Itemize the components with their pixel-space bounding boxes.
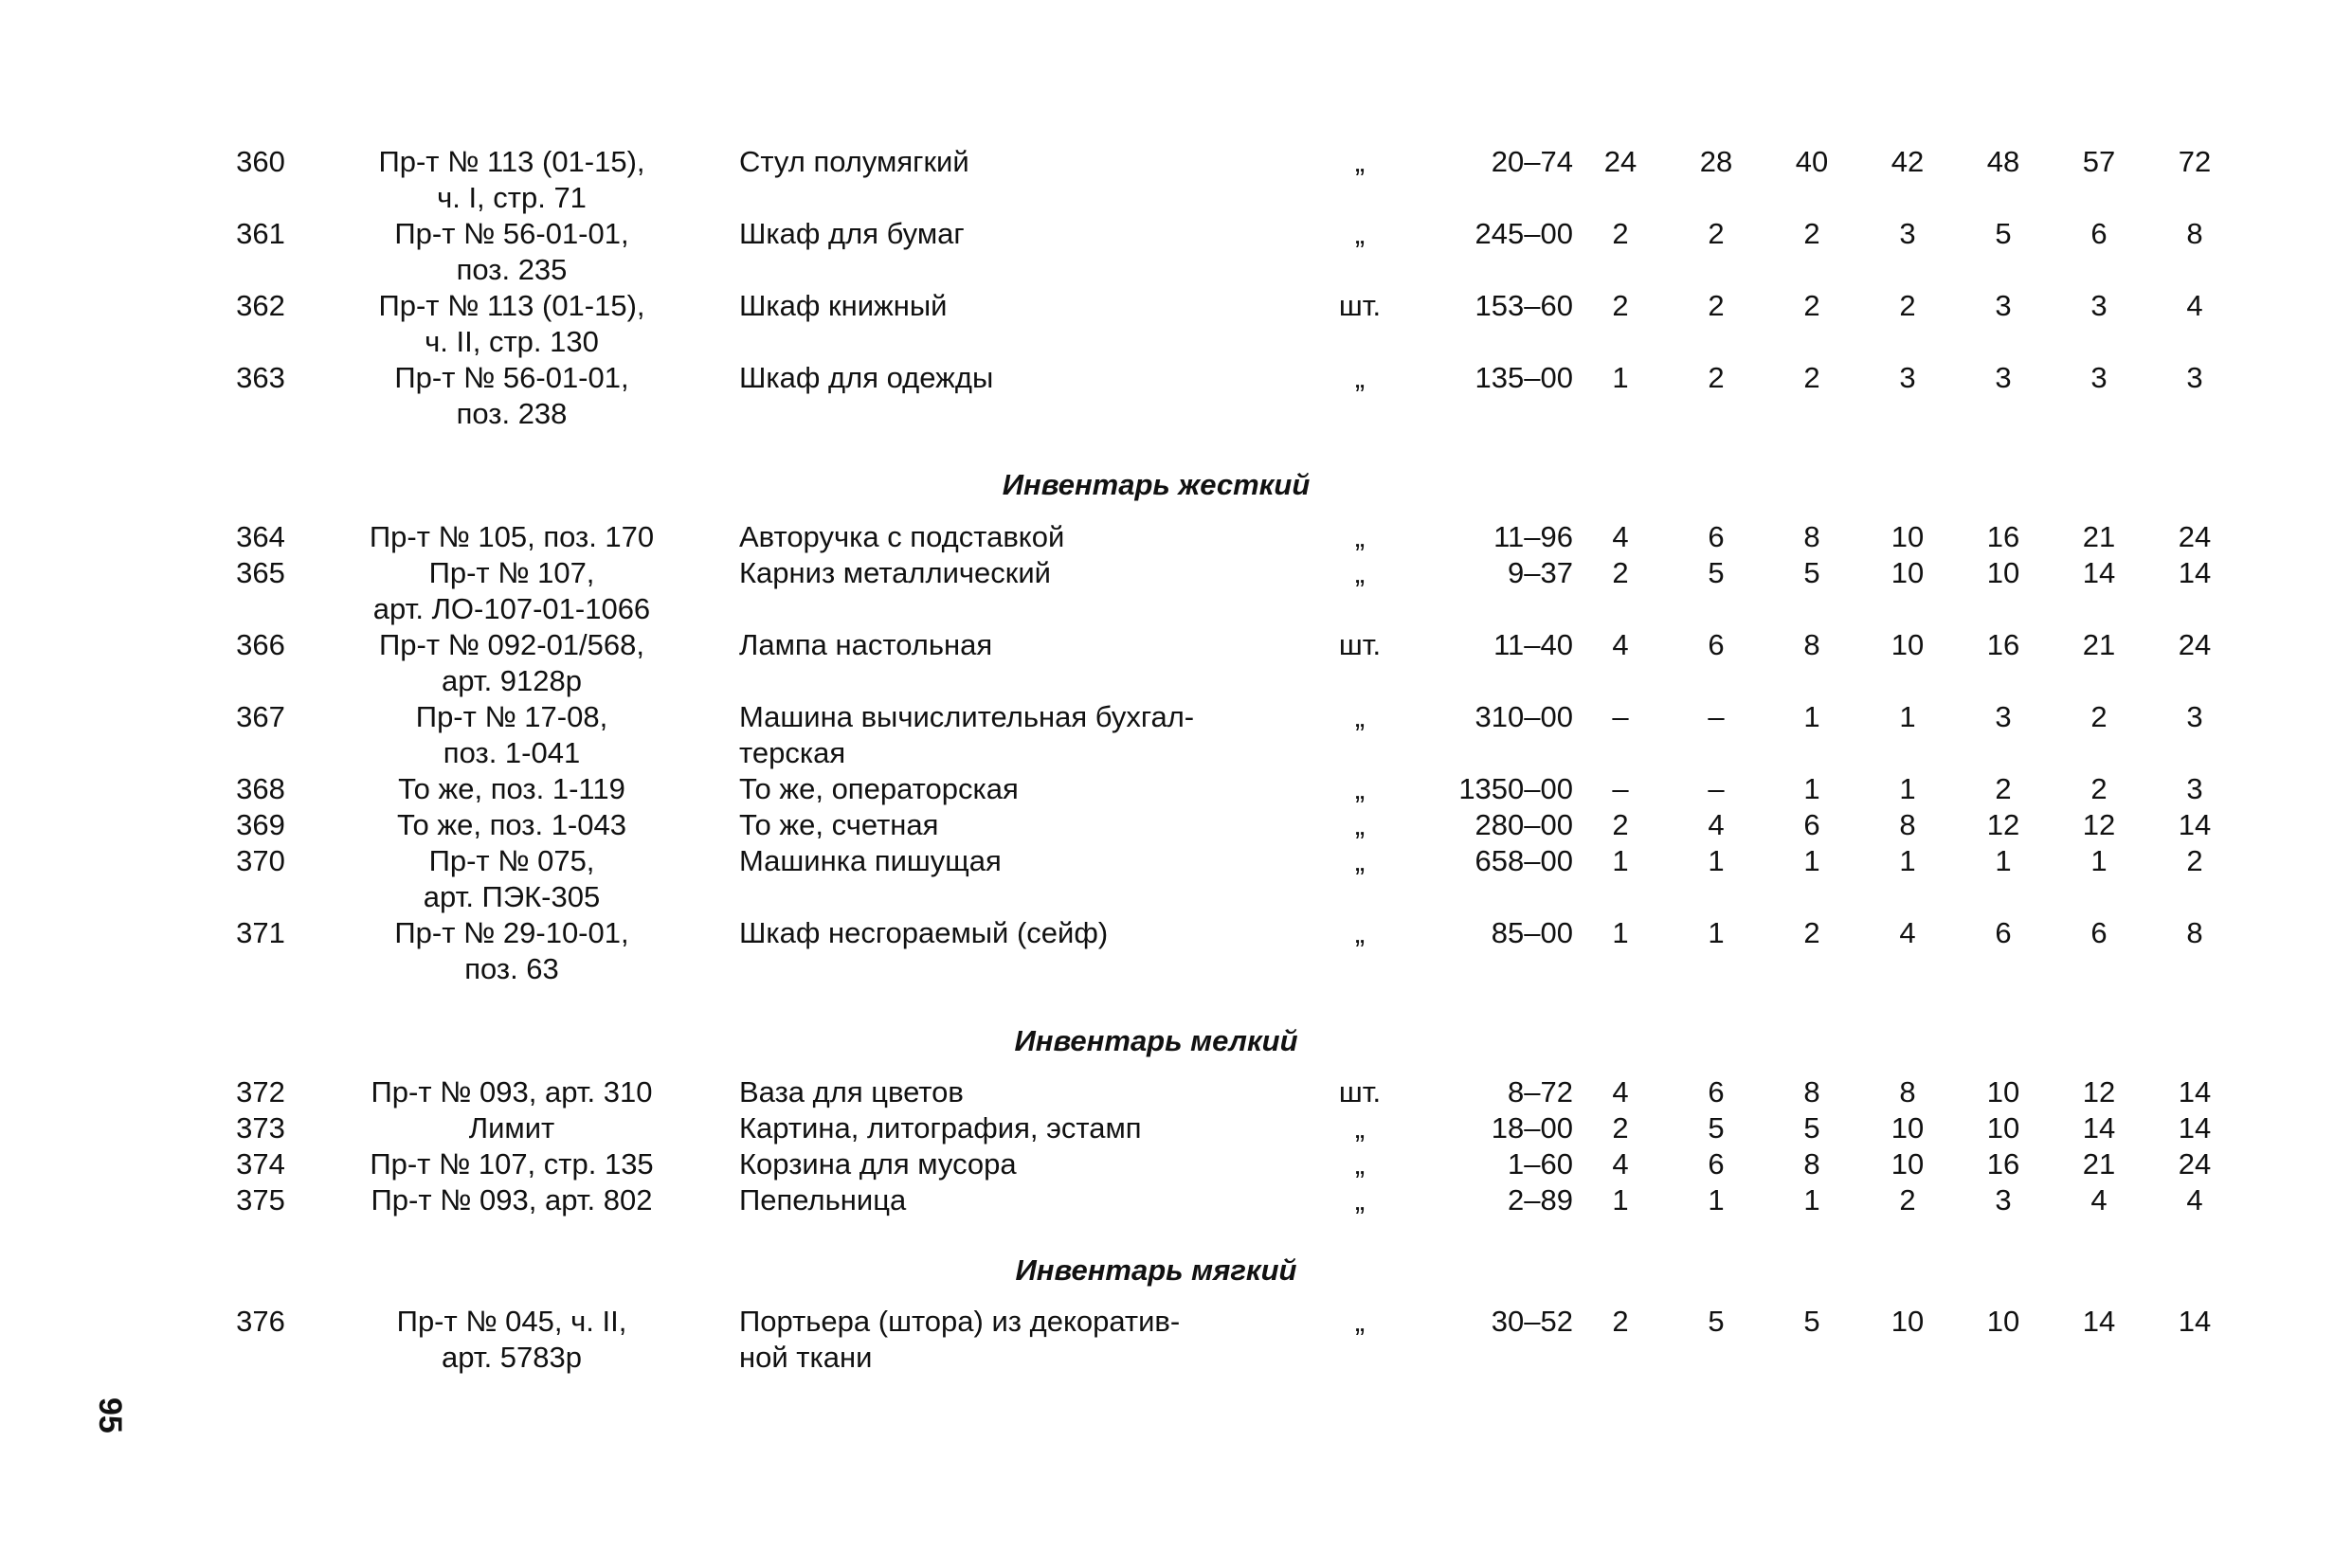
unit: „ [1354, 844, 1366, 877]
quantity-cell: 24 [1603, 145, 1637, 178]
reference [332, 360, 692, 432]
price: 153–60 [1475, 289, 1573, 322]
quantity-cell: 6 [1708, 1147, 1725, 1181]
quantity-cell: 21 [2082, 520, 2116, 553]
quantity-cell: 5 [1803, 556, 1820, 589]
row-number: 361 [236, 217, 285, 250]
quantity-cell: – [1708, 700, 1725, 733]
item-name: Ваза для цветов [739, 1075, 964, 1108]
reference [332, 216, 692, 288]
row-number: 371 [236, 916, 285, 949]
quantity-cell: 1 [1612, 1183, 1629, 1217]
quantity-cell: 4 [1612, 1147, 1629, 1181]
row-number: 370 [236, 844, 285, 877]
quantity-cell: 5 [1708, 556, 1725, 589]
section-heading-hard: Инвентарь жесткий [1002, 468, 1311, 501]
quantity-cell: 2 [1899, 1183, 1916, 1217]
quantity-cell: 3 [1995, 361, 2012, 394]
table-row [0, 699, 2352, 771]
unit: „ [1354, 700, 1366, 733]
price: 8–72 [1508, 1075, 1573, 1108]
table-row [0, 843, 2352, 915]
reference [332, 915, 692, 987]
quantity-cell: 12 [2082, 1075, 2116, 1108]
table-row [0, 1304, 2352, 1376]
quantity-cell: 3 [1995, 1183, 2012, 1217]
quantity-cell: 1 [1899, 772, 1916, 805]
price: 30–52 [1491, 1305, 1573, 1338]
reference-line: Пр-т № 107, [428, 556, 595, 589]
quantity-cell: 6 [1708, 1075, 1725, 1108]
item-name: Корзина для мусора [739, 1147, 1017, 1181]
unit: „ [1354, 1147, 1366, 1181]
item-name: Картина, литография, эстамп [739, 1111, 1142, 1144]
quantity-cell: 1 [1899, 700, 1916, 733]
table-row [0, 1182, 2352, 1254]
quantity-cell: 6 [1803, 808, 1820, 841]
quantity-cell: 48 [1986, 145, 2020, 178]
row-number: 369 [236, 808, 285, 841]
quantity-cell: 21 [2082, 1147, 2116, 1181]
quantity-cell: 2 [1612, 1111, 1629, 1144]
reference [332, 144, 692, 216]
reference-line: То же, поз. 1-043 [397, 808, 626, 841]
table-row [0, 144, 2352, 216]
quantity-cell: 12 [1986, 808, 2020, 841]
quantity-cell: 24 [2178, 628, 2212, 661]
price: 1350–00 [1458, 772, 1573, 805]
quantity-cell: 8 [1899, 808, 1916, 841]
reference-line: Пр-т № 29-10-01, [394, 916, 629, 949]
reference-line: арт. 9128р [442, 664, 582, 697]
reference-line: Пр-т № 107, стр. 135 [370, 1147, 654, 1181]
quantity-cell: 4 [1612, 520, 1629, 553]
reference [332, 771, 692, 807]
section-heading-small: Инвентарь мелкий [1014, 1024, 1298, 1057]
quantity-cell: 2 [1612, 289, 1629, 322]
quantity-cell: 14 [2082, 1111, 2116, 1144]
quantity-cell: 2 [1612, 217, 1629, 250]
unit: „ [1354, 1111, 1366, 1144]
section-heading-soft: Инвентарь мягкий [1015, 1253, 1297, 1287]
item-name: Шкаф книжный [739, 289, 948, 322]
reference [332, 807, 692, 843]
table-row [0, 555, 2352, 627]
row-number: 367 [236, 700, 285, 733]
reference [332, 1110, 692, 1146]
quantity-cell: – [1612, 700, 1629, 733]
quantity-cell: 2 [1803, 217, 1820, 250]
item-name: То же, операторская [739, 772, 1019, 805]
item-name: Лампа настольная [739, 628, 993, 661]
unit: „ [1354, 1183, 1366, 1217]
reference-line: поз. 235 [456, 253, 568, 286]
quantity-cell: 2 [2090, 772, 2108, 805]
price: 11–40 [1493, 628, 1573, 661]
quantity-cell: 10 [1891, 1147, 1925, 1181]
unit: шт. [1338, 628, 1382, 661]
reference-line: Пр-т № 17-08, [415, 700, 608, 733]
quantity-cell: 14 [2082, 556, 2116, 589]
quantity-cell: – [1612, 772, 1629, 805]
reference-line: ч. I, стр. 71 [437, 181, 587, 214]
reference [332, 555, 692, 627]
quantity-cell: – [1708, 772, 1725, 805]
reference-line: Пр-т № 113 (01-15), [378, 145, 645, 178]
price: 658–00 [1475, 844, 1573, 877]
quantity-cell: 72 [2178, 145, 2212, 178]
quantity-cell: 4 [2186, 1183, 2203, 1217]
quantity-cell: 2 [2186, 844, 2203, 877]
row-number: 368 [236, 772, 285, 805]
quantity-cell: 3 [1899, 217, 1916, 250]
unit: „ [1354, 217, 1366, 250]
item-name: Портьера (штора) из декоратив- ной ткани [739, 1305, 1181, 1374]
quantity-cell: 10 [1986, 1075, 2020, 1108]
row-number: 376 [236, 1305, 285, 1338]
row-number: 364 [236, 520, 285, 553]
unit: „ [1354, 556, 1366, 589]
unit: шт. [1338, 1075, 1382, 1108]
quantity-cell: 2 [1803, 289, 1820, 322]
quantity-cell: 57 [2082, 145, 2116, 178]
quantity-cell: 4 [2090, 1183, 2108, 1217]
quantity-cell: 10 [1986, 556, 2020, 589]
item-name: Шкаф для бумаг [739, 217, 965, 250]
reference-line: Пр-т № 092-01/568, [379, 628, 644, 661]
quantity-cell: 2 [1803, 916, 1820, 949]
quantity-cell: 28 [1699, 145, 1733, 178]
quantity-cell: 8 [1899, 1075, 1916, 1108]
quantity-cell: 14 [2178, 808, 2212, 841]
quantity-cell: 12 [2082, 808, 2116, 841]
price: 18–00 [1491, 1111, 1573, 1144]
reference-line: ч. II, стр. 130 [425, 325, 599, 358]
quantity-cell: 3 [1995, 700, 2012, 733]
price: 85–00 [1491, 916, 1573, 949]
quantity-cell: 6 [1708, 628, 1725, 661]
reference-line: Пр-т № 56-01-01, [394, 217, 629, 250]
row-number: 363 [236, 361, 285, 394]
quantity-cell: 4 [1612, 1075, 1629, 1108]
quantity-cell: 1 [1612, 844, 1629, 877]
price: 280–00 [1475, 808, 1573, 841]
quantity-cell: 2 [1708, 217, 1725, 250]
table-row [0, 360, 2352, 432]
reference-line: Пр-т № 093, арт. 310 [371, 1075, 653, 1108]
quantity-cell: 8 [1803, 1147, 1820, 1181]
price: 11–96 [1493, 520, 1573, 553]
quantity-cell: 10 [1986, 1305, 2020, 1338]
row-number: 372 [236, 1075, 285, 1108]
item-name: Карниз металлический [739, 556, 1051, 589]
quantity-cell: 1 [2090, 844, 2108, 877]
quantity-cell: 8 [1803, 1075, 1820, 1108]
quantity-cell: 1 [1612, 361, 1629, 394]
quantity-cell: 3 [2186, 361, 2203, 394]
quantity-cell: 10 [1891, 520, 1925, 553]
quantity-cell: 8 [2186, 916, 2203, 949]
quantity-cell: 4 [1899, 916, 1916, 949]
quantity-cell: 21 [2082, 628, 2116, 661]
item-name: Машинка пишущая [739, 844, 1002, 877]
item-name: Шкаф несгораемый (сейф) [739, 916, 1109, 949]
quantity-cell: 4 [2186, 289, 2203, 322]
quantity-cell: 16 [1986, 520, 2020, 553]
quantity-cell: 24 [2178, 1147, 2212, 1181]
quantity-cell: 5 [1803, 1111, 1820, 1144]
quantity-cell: 14 [2178, 1305, 2212, 1338]
quantity-cell: 3 [1899, 361, 1916, 394]
quantity-cell: 5 [1708, 1305, 1725, 1338]
quantity-cell: 14 [2082, 1305, 2116, 1338]
quantity-cell: 1 [1708, 844, 1725, 877]
quantity-cell: 1 [1995, 844, 2012, 877]
reference [332, 519, 692, 555]
table-row [0, 216, 2352, 288]
quantity-cell: 1 [1803, 700, 1820, 733]
item-name: Авторучка с подставкой [739, 520, 1065, 553]
quantity-cell: 2 [1612, 808, 1629, 841]
quantity-cell: 8 [1803, 520, 1820, 553]
reference-line: арт. ЛО-107-01-1066 [372, 592, 651, 625]
reference [332, 1074, 692, 1110]
reference [332, 699, 692, 771]
reference-line: поз. 1-041 [443, 736, 581, 769]
row-number: 360 [236, 145, 285, 178]
reference [332, 627, 692, 699]
quantity-cell: 40 [1795, 145, 1829, 178]
item-name: Машина вычислительная бухгал- терская [739, 700, 1195, 769]
quantity-cell: 6 [1995, 916, 2012, 949]
reference-line: Пр-т № 093, арт. 802 [371, 1183, 653, 1217]
unit: „ [1354, 145, 1366, 178]
quantity-cell: 4 [1708, 808, 1725, 841]
quantity-cell: 10 [1986, 1111, 2020, 1144]
quantity-cell: 6 [1708, 520, 1725, 553]
quantity-cell: 10 [1891, 1111, 1925, 1144]
price: 20–74 [1491, 145, 1573, 178]
quantity-cell: 8 [2186, 217, 2203, 250]
item-name: То же, счетная [739, 808, 939, 841]
quantity-cell: 3 [2186, 772, 2203, 805]
quantity-cell: 2 [1708, 361, 1725, 394]
quantity-cell: 2 [1612, 556, 1629, 589]
quantity-cell: 5 [1803, 1305, 1820, 1338]
quantity-cell: 42 [1891, 145, 1925, 178]
reference [332, 1182, 692, 1218]
quantity-cell: 8 [1803, 628, 1820, 661]
reference-line: поз. 238 [456, 397, 568, 430]
quantity-cell: 6 [2090, 916, 2108, 949]
quantity-cell: 10 [1891, 556, 1925, 589]
reference-line: То же, поз. 1-119 [398, 772, 625, 805]
reference-line: Пр-т № 045, ч. II, [396, 1305, 627, 1338]
reference-line: арт. 5783р [442, 1341, 582, 1374]
reference [332, 1146, 692, 1182]
unit: „ [1354, 808, 1366, 841]
reference-line: Пр-т № 56-01-01, [394, 361, 629, 394]
row-number: 375 [236, 1183, 285, 1217]
table-row [0, 915, 2352, 987]
quantity-cell: 10 [1891, 628, 1925, 661]
reference-line: поз. 63 [464, 952, 559, 985]
quantity-cell: 2 [1612, 1305, 1629, 1338]
quantity-cell: 3 [2090, 289, 2108, 322]
reference [332, 1304, 692, 1376]
table-row [0, 288, 2352, 360]
table-row [0, 627, 2352, 699]
price: 135–00 [1475, 361, 1573, 394]
quantity-cell: 5 [1708, 1111, 1725, 1144]
quantity-cell: 1 [1708, 1183, 1725, 1217]
quantity-cell: 2 [1708, 289, 1725, 322]
quantity-cell: 1 [1803, 1183, 1820, 1217]
reference [332, 288, 692, 360]
quantity-cell: 1 [1803, 844, 1820, 877]
item-name: Стул полумягкий [739, 145, 969, 178]
unit: „ [1354, 520, 1366, 553]
reference-line: арт. ПЭК-305 [423, 880, 601, 913]
unit: шт. [1338, 289, 1382, 322]
quantity-cell: 3 [2090, 361, 2108, 394]
unit: „ [1354, 916, 1366, 949]
item-name: Шкаф для одежды [739, 361, 994, 394]
row-number: 365 [236, 556, 285, 589]
row-number: 373 [236, 1111, 285, 1144]
quantity-cell: 16 [1986, 1147, 2020, 1181]
quantity-cell: 1 [1803, 772, 1820, 805]
reference-line: Лимит [468, 1111, 555, 1144]
unit: „ [1354, 1305, 1366, 1338]
quantity-cell: 2 [2090, 700, 2108, 733]
row-number: 374 [236, 1147, 285, 1181]
price: 2–89 [1508, 1183, 1573, 1217]
quantity-cell: 14 [2178, 556, 2212, 589]
quantity-cell: 16 [1986, 628, 2020, 661]
quantity-cell: 10 [1891, 1305, 1925, 1338]
price: 310–00 [1475, 700, 1573, 733]
quantity-cell: 14 [2178, 1075, 2212, 1108]
reference [332, 843, 692, 915]
unit: „ [1354, 361, 1366, 394]
reference-line: Пр-т № 105, поз. 170 [369, 520, 655, 553]
price: 1–60 [1508, 1147, 1573, 1181]
row-number: 362 [236, 289, 285, 322]
page-number: 95 [92, 1397, 128, 1433]
price: 9–37 [1508, 556, 1573, 589]
row-number: 366 [236, 628, 285, 661]
quantity-cell: 6 [2090, 217, 2108, 250]
quantity-cell: 2 [1803, 361, 1820, 394]
reference-line: Пр-т № 113 (01-15), [378, 289, 645, 322]
quantity-cell: 3 [1995, 289, 2012, 322]
reference-line: Пр-т № 075, [428, 844, 595, 877]
quantity-cell: 1 [1899, 844, 1916, 877]
quantity-cell: 3 [2186, 700, 2203, 733]
item-name: Пепельница [739, 1183, 907, 1217]
quantity-cell: 5 [1995, 217, 2012, 250]
quantity-cell: 1 [1708, 916, 1725, 949]
price: 245–00 [1475, 217, 1573, 250]
quantity-cell: 2 [1995, 772, 2012, 805]
quantity-cell: 14 [2178, 1111, 2212, 1144]
quantity-cell: 2 [1899, 289, 1916, 322]
quantity-cell: 1 [1612, 916, 1629, 949]
quantity-cell: 24 [2178, 520, 2212, 553]
unit: „ [1354, 772, 1366, 805]
quantity-cell: 4 [1612, 628, 1629, 661]
